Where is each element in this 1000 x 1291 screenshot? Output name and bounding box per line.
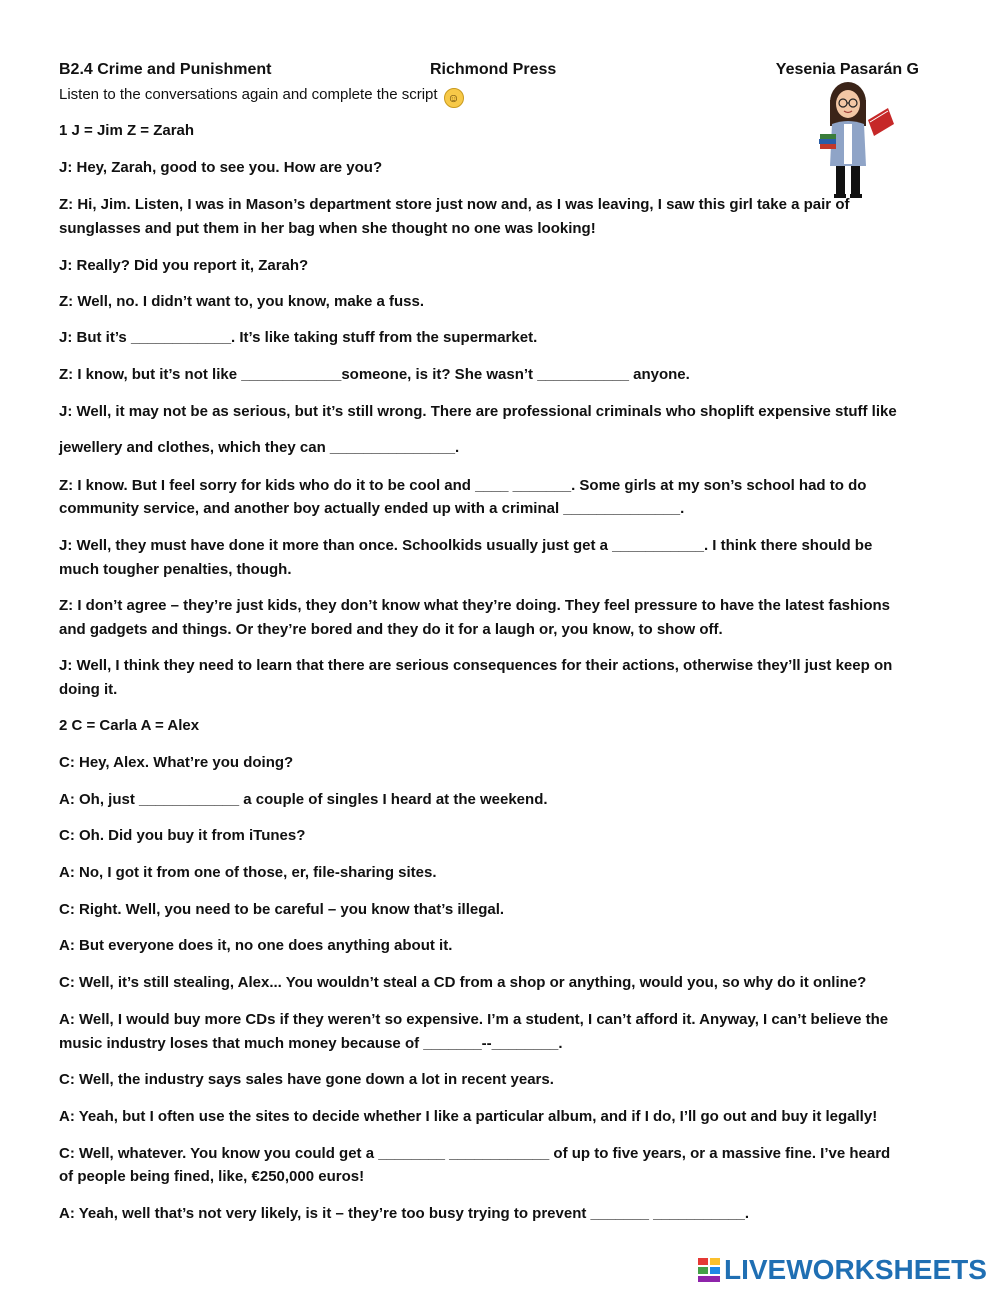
script-line: C: Oh. Did you buy it from iTunes? bbox=[59, 827, 306, 844]
script-line: J: Really? Did you report it, Zarah? bbox=[59, 257, 309, 274]
script-line: Z: Hi, Jim. Listen, I was in Mason’s department store just now and, as I was leaving, I saw this girl take a pair of bbox=[59, 196, 850, 213]
smiley-icon: ☺ bbox=[444, 88, 464, 108]
worksheet-title: B2.4 Crime and Punishment bbox=[59, 61, 272, 78]
script-line: J: Well, it may not be as serious, but it’s still wrong. There are professional criminals who shoplift expensive stuff like bbox=[59, 403, 897, 420]
script-line: C: Well, the industry says sales have gone down a lot in recent years. bbox=[59, 1071, 554, 1088]
script-line: music industry loses that much money because of _______--________. bbox=[59, 1035, 563, 1052]
script-line: Z: I know, but it’s not like ____________someone, is it? She wasn’t ___________ anyone. bbox=[59, 366, 690, 383]
script-line: jewellery and clothes, which they can _______________. bbox=[59, 439, 460, 456]
script-line: Z: I know. But I feel sorry for kids who do it to be cool and ____ _______. Some girls at my son’s school had to do bbox=[59, 477, 867, 494]
document-header bbox=[59, 61, 919, 81]
script-line: community service, and another boy actually ended up with a criminal ______________. bbox=[59, 500, 685, 517]
script-line: A: Oh, just ____________ a couple of singles I heard at the weekend. bbox=[59, 791, 548, 808]
script-line: A: Well, I would buy more CDs if they weren’t so expensive. I’m a student, I can’t afford it. Anyway, I can’t believe the bbox=[59, 1011, 889, 1028]
script-line: C: Well, whatever. You know you could get a ________ ____________ of up to five years, or a massive fine. I’ve heard bbox=[59, 1145, 891, 1162]
script-line: J: Hey, Zarah, good to see you. How are you? bbox=[59, 159, 383, 176]
script-line: doing it. bbox=[59, 681, 118, 698]
script-line: and gadgets and things. Or they’re bored and they do it for a laugh or, you know, to show off. bbox=[59, 621, 723, 638]
script-line: C: Hey, Alex. What’re you doing? bbox=[59, 754, 294, 771]
conversation-1-heading: 1 J = Jim Z = Zarah bbox=[59, 122, 195, 139]
liveworksheets-brand: LIVEWORKSHEETS bbox=[724, 1254, 987, 1285]
script-line: A: No, I got it from one of those, er, file-sharing sites. bbox=[59, 864, 437, 881]
conversation-2-heading: 2 C = Carla A = Alex bbox=[59, 717, 200, 734]
script-line: C: Right. Well, you need to be careful – you know that’s illegal. bbox=[59, 901, 505, 918]
script-line: J: But it’s ____________. It’s like taking stuff from the supermarket. bbox=[59, 329, 538, 346]
instructions bbox=[59, 86, 464, 108]
instructions-text: Listen to the conversations again and complete the script bbox=[59, 86, 438, 103]
script-line: Z: I don’t agree – they’re just kids, they don’t know what they’re doing. They feel pressure to have the latest fashions bbox=[59, 597, 891, 614]
script-line: A: Yeah, well that’s not very likely, is it – they’re too busy trying to prevent _______ ___________. bbox=[59, 1205, 750, 1222]
script-line: A: Yeah, but I often use the sites to decide whether I like a particular album, and if I do, I’ll go out and buy it legally! bbox=[59, 1108, 878, 1125]
liveworksheets-mark-icon bbox=[698, 1258, 720, 1282]
liveworksheets-logo[interactable] bbox=[698, 1254, 994, 1286]
script-line: of people being fined, like, €250,000 euros! bbox=[59, 1168, 365, 1185]
script-line: C: Well, it’s still stealing, Alex... You wouldn’t steal a CD from a shop or anything, would you, so why do it online? bbox=[59, 974, 867, 991]
script-line: A: But everyone does it, no one does anything about it. bbox=[59, 937, 453, 954]
script-line: sunglasses and put them in her bag when she thought no one was looking! bbox=[59, 220, 596, 237]
script-line: much tougher penalties, though. bbox=[59, 561, 292, 578]
author-name: Yesenia Pasarán G bbox=[775, 61, 919, 78]
script-line: Z: Well, no. I didn’t want to, you know, make a fuss. bbox=[59, 293, 425, 310]
publisher-name: Richmond Press bbox=[430, 61, 557, 78]
script-line: J: Well, they must have done it more than once. Schoolkids usually just get a ___________. I think there should be bbox=[59, 537, 873, 554]
script-line: J: Well, I think they need to learn that there are serious consequences for their actions, otherwise they’ll just keep on bbox=[59, 657, 893, 674]
